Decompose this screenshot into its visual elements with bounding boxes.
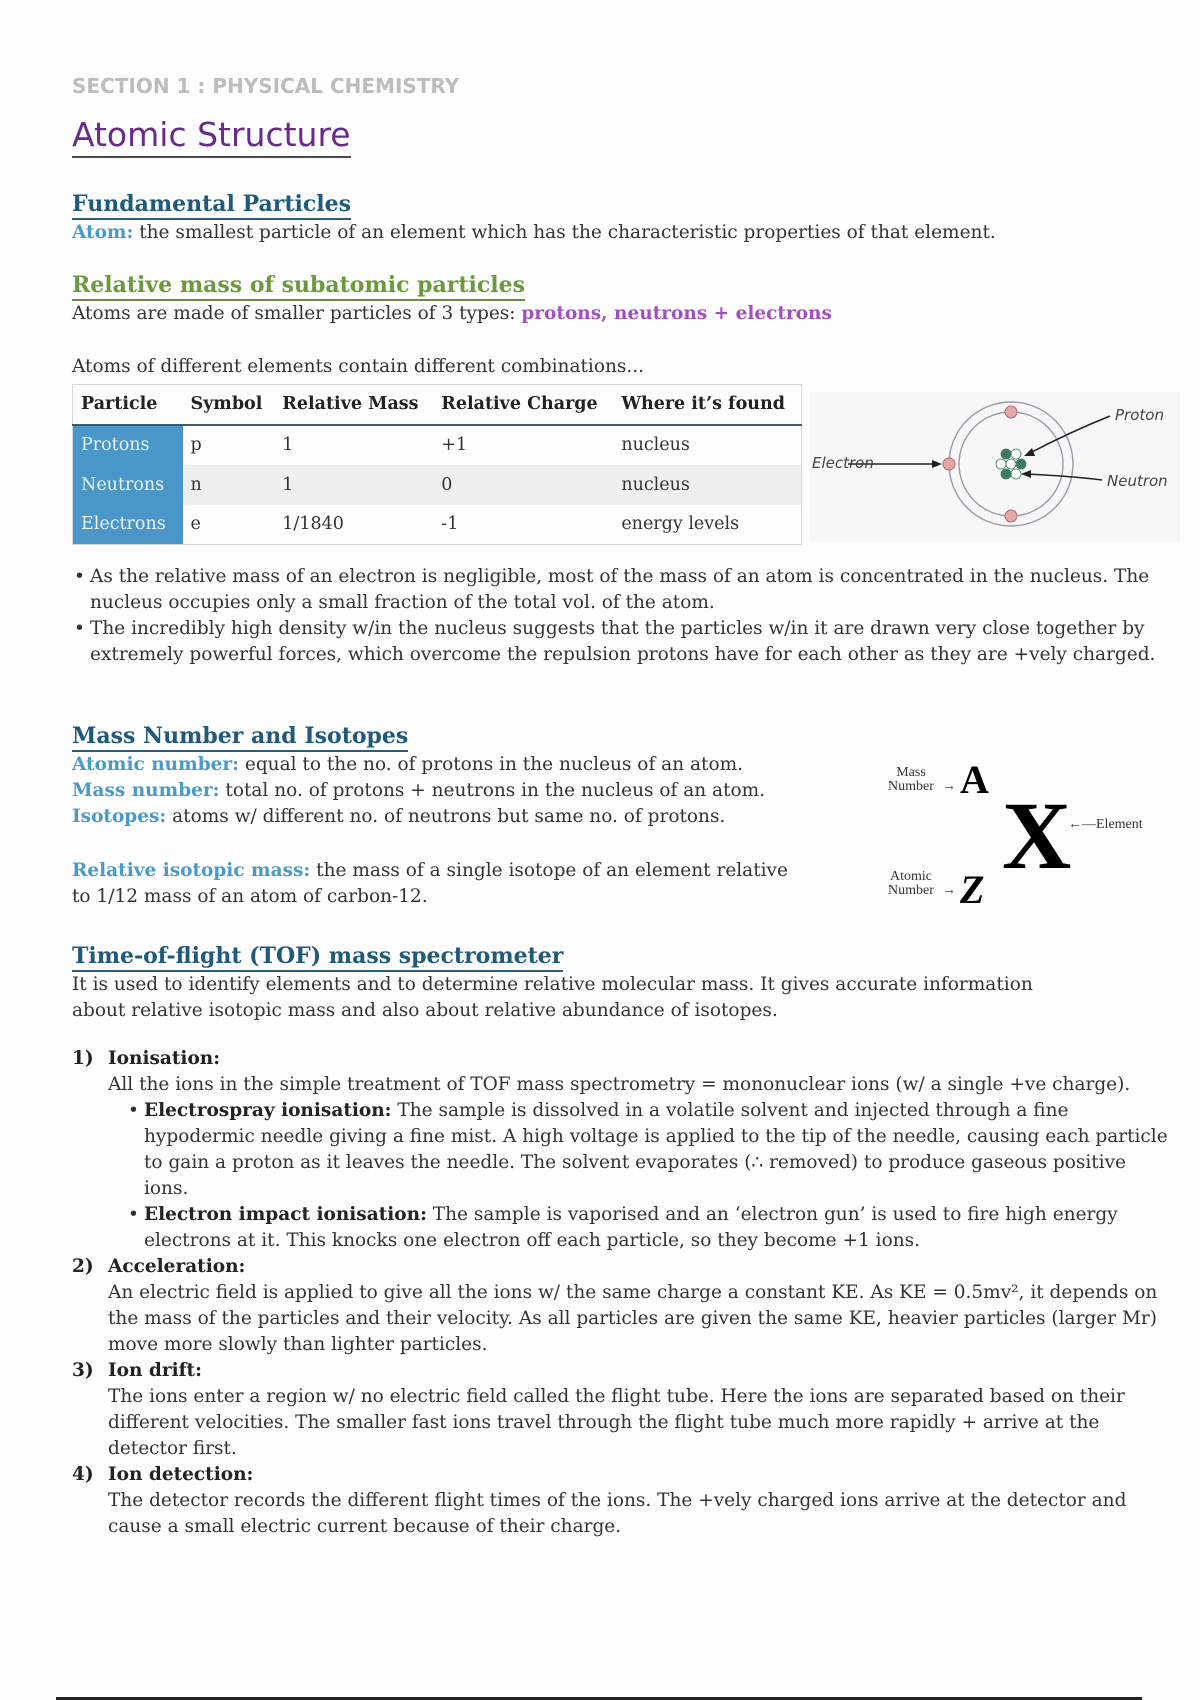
step-title: Ionisation: [108,1048,221,1069]
element-arrow-icon: ←— [1068,817,1096,832]
ria-text-2: to 1/12 mass of an atom of carbon-12. [72,886,428,907]
mass-label-line2: Number [888,779,934,794]
step-number: 3) [72,1360,94,1381]
section-label: SECTION 1 : PHYSICAL CHEMISTRY [72,74,460,98]
cell-particle: Neutrons [73,465,183,505]
atomic-label-line1: Atomic [890,869,932,884]
cell-particle: Electrons [73,505,183,545]
atom-diagram [810,392,1180,542]
particle-types: protons, neutrons + electrons [521,303,832,324]
heading-mass-number-isotopes: Mass Number and Isotopes [72,722,408,752]
mass-label-line1: Mass [896,765,926,780]
list-item: • The incredibly high density w/in the nucleus suggests that the particles w/in it are drawn very close together by extremely powerful forces, which overcome the repulsion protons have for each other as they are +vely charged. [72,616,1162,668]
mass-number-def [72,778,765,804]
step-title: Ion drift: [108,1360,202,1381]
atom-definition [72,220,996,246]
symbol-z: Z [960,867,985,912]
arrow-icon: → [942,883,956,898]
cell-charge: -1 [441,514,459,535]
step-title: Ion detection: [108,1464,254,1485]
step-number: 4) [72,1464,94,1485]
atom-term: Atom: [72,222,134,243]
step-body: The detector records the different flight times of the ions. The +vely charged ions arrive at the detector and cause a small electric current because of their charge. [108,1490,1127,1537]
step-ionisation [72,1046,1172,1254]
table-row [73,505,802,545]
atomic-number-label [880,870,942,898]
tof-steps [72,1046,1172,1540]
electron-label: Electron [812,454,874,472]
atomic-number-def [72,752,743,778]
method-text: The sample is vaporised and an ‘electron gun’ is used to fire high energy electrons at it. This knocks one electron off each particle, so they become +1 ions. [144,1204,1118,1251]
isotope-notation-diagram [880,757,1180,920]
cell-mass: 1/1840 [282,514,344,535]
cell-symbol: p [190,435,202,455]
list-item: • As the relative mass of an electron is negligible, most of the mass of an atom is concentrated in the nucleus. The nucleus occupies only a small fraction of the total vol. of the atom. [72,564,1162,616]
isotopes-text: atoms w/ different no. of neutrons but same no. of protons. [166,806,726,827]
cell-symbol: e [190,514,201,535]
col-particle: Particle [73,385,183,425]
method-term: Electron impact ionisation: [144,1204,427,1225]
method-text: The sample is dissolved in a volatile solvent and injected through a fine hypodermic needle giving a fine mist. A high voltage is applied to the tip of the needle, causing each particle to gain a proton as it leaves the needle. The solvent evaporates (∴ removed) to produce gaseous positive ions. [144,1100,1168,1199]
combinations-text: Atoms of different elements contain different combinations... [72,356,645,377]
atom-def: the smallest particle of an element which has the characteristic properties of that element. [133,222,996,243]
step-body: All the ions in the simple treatment of TOF mass spectrometry = mononuclear ions (w/ a single +ve charge). [108,1074,1131,1095]
particle-table [72,384,802,545]
nucleus-facts-list [72,564,1162,668]
element-label: Element [1096,817,1143,832]
heading-tof: Time-of-flight (TOF) mass spectrometer [72,942,563,972]
step-number: 2) [72,1256,94,1277]
ionisation-methods [72,1098,1172,1254]
cell-location: nucleus [613,465,801,505]
isotopes-def [72,804,725,830]
page-title: Atomic Structure [72,114,351,158]
atomic-number-text: equal to the no. of protons in the nucleus of an atom. [238,754,744,775]
list-item [126,1202,1172,1254]
neutron-label: Neutron [1107,472,1168,490]
step-body: The ions enter a region w/ no electric field called the flight tube. Here the ions are separated based on their different velocities. The smaller fast ions travel through the flight tube much more rapidly + arrive at the detector first. [108,1386,1125,1459]
atomic-number-term: Atomic number: [72,754,239,775]
ria-term: Relative isotopic mass: [72,860,311,881]
cell-symbol: n [183,465,275,505]
cell-charge: 0 [433,465,613,505]
arrow-icon: → [942,779,956,794]
cell-location: nucleus [621,435,690,455]
tof-intro-1: It is used to identify elements and to determine relative molecular mass. It gives accurate information [72,974,1033,995]
proton-label: Proton [1115,406,1164,424]
cell-location: energy levels [621,514,740,535]
table-row [73,425,802,465]
cell-mass: 1 [274,465,433,505]
cell-charge: +1 [441,435,468,455]
heading-relative-mass: Relative mass of subatomic particles [72,271,525,301]
step-title: Acceleration: [108,1256,246,1277]
col-relative-mass: Relative Mass [274,385,433,425]
method-term: Electrospray ionisation: [144,1100,392,1121]
tof-intro-2: about relative isotopic mass and also about relative abundance of isotopes. [72,1000,778,1021]
table-row [73,465,802,505]
step-ion-detection [72,1462,1172,1540]
mass-number-label [880,766,942,794]
symbol-x: X [1002,782,1072,889]
cell-particle: Protons [73,425,183,465]
mass-number-term: Mass number: [72,780,220,801]
cell-mass: 1 [282,435,294,455]
relative-isotopic-mass-def [72,858,788,884]
symbol-a: A [960,757,989,802]
particle-types-text [72,301,832,327]
step-acceleration [72,1254,1172,1358]
table-header-row [73,385,802,425]
atomic-label-line2: Number [888,883,934,898]
isotopes-term: Isotopes: [72,806,167,827]
col-symbol: Symbol [183,385,275,425]
col-where-found: Where it’s found [613,385,801,425]
col-relative-charge: Relative Charge [433,385,613,425]
heading-fundamental-particles: Fundamental Particles [72,190,351,220]
list-item [126,1098,1172,1202]
particle-types-intro: Atoms are made of smaller particles of 3 types: [72,303,522,324]
step-body: An electric field is applied to give all the ions w/ the same charge a constant KE. As KE = 0.5mv², it depends on the mass of the particles and their velocity. As all particles are given the same KE, heavier particles (larger Mr) move more slowly than lighter particles. [108,1282,1158,1355]
step-number: 1) [72,1048,94,1069]
ria-text-1: the mass of a single isotope of an element relative [310,860,788,881]
mass-number-text: total no. of protons + neutrons in the nucleus of an atom. [219,780,766,801]
step-ion-drift [72,1358,1172,1462]
